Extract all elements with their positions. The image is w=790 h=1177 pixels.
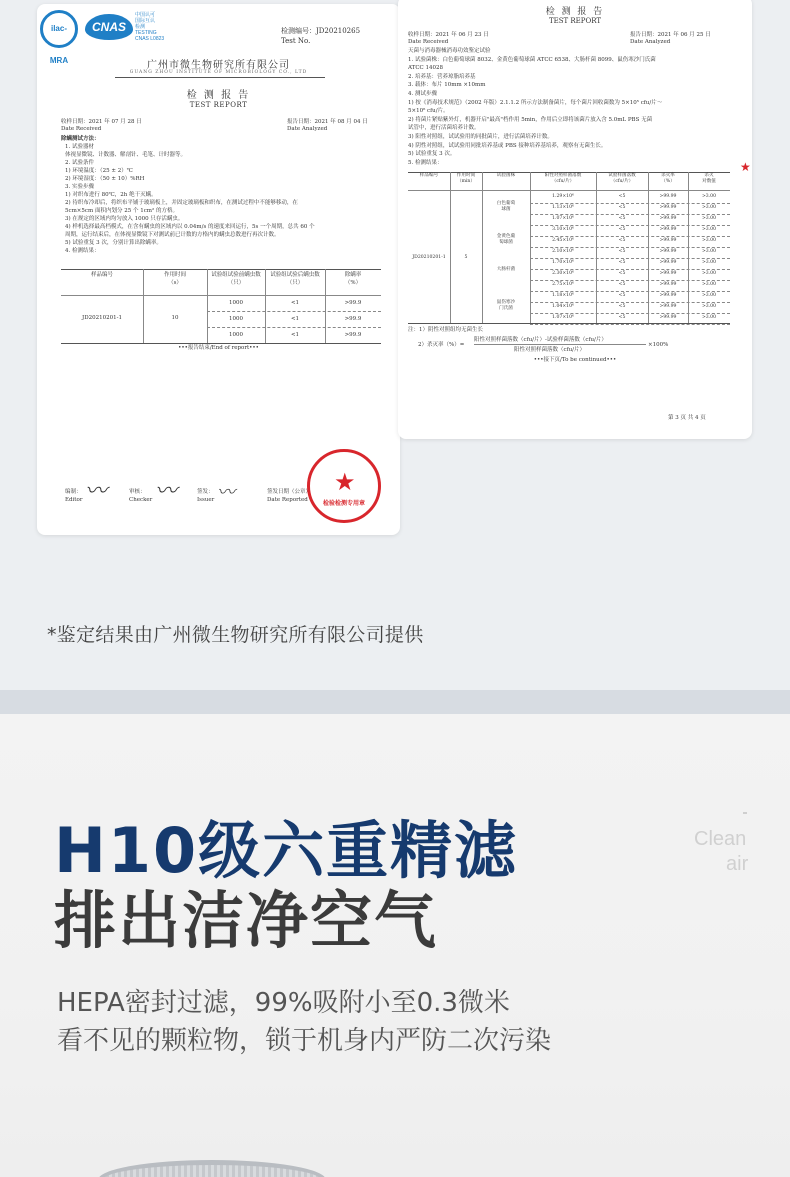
table-cell: >3.00 <box>701 282 717 287</box>
table-cell: >3.00 <box>701 271 717 276</box>
source-footnote: *鉴定结果由广州微生物研究所有限公司提供 <box>47 624 424 646</box>
section-divider <box>0 690 790 714</box>
table-cell: >3.00 <box>701 249 717 254</box>
date-reported-label: 签发日期（公章） <box>267 489 312 495</box>
method-line: 5cm×5cm 面积内划分 25 个 1cm² 的方格。 <box>65 208 178 214</box>
table-cell: >3.00 <box>701 304 717 309</box>
org-name-en: GUANG ZHOU INSTITUTE OF MICROBIOLOGY CO., LTD <box>129 70 308 75</box>
method-line: 周期，运行结束后，在体视显微镜下对测试前已计数的方格内的螨虫总数进行再次计数。 <box>65 232 280 238</box>
table-header: 杀灭率 （%） <box>661 173 675 184</box>
method-line: 3) 阳性对照组，试试验用的同批菌片，进行活菌培养计数。 <box>408 133 553 140</box>
method-line: 试管中，进行活菌培养计数。 <box>408 125 480 132</box>
table-cell: 1.13×10⁶ <box>552 205 574 210</box>
table-cell: <5 <box>618 260 626 265</box>
right-report-title: 检 测 报 告 <box>545 7 605 17</box>
table-cell: >99.99 <box>659 315 677 320</box>
right-analyzed-label: 报告日期： <box>630 32 658 38</box>
table-header: 杀灭 对数值 <box>702 173 716 184</box>
table-cell: 2.75×10⁶ <box>552 282 574 287</box>
table-header: 作用时间 （s） <box>163 272 186 286</box>
table-cell: >99.99 <box>659 249 677 254</box>
table-cell: 3.10×10⁶ <box>552 227 574 232</box>
table-cell: >3.00 <box>701 260 717 265</box>
method-line: ATCC 14028 <box>408 65 444 72</box>
table-cell: JD20210201-1 <box>412 255 446 260</box>
table-cell: >99.99 <box>659 205 677 210</box>
end-note: •••报告结束/End of report••• <box>178 345 259 351</box>
report-no-label: 检测编号： <box>281 27 316 35</box>
table-header: 样品编号 <box>90 272 113 278</box>
received-en: Date Received <box>61 126 102 132</box>
table-cell: >99.9 <box>344 332 362 338</box>
issuer-label: 签发： <box>197 489 214 495</box>
report-no: JD20210265 <box>316 27 361 35</box>
table-cell: >99.99 <box>659 271 677 276</box>
table-header: 样品编号 <box>419 173 439 178</box>
table-cell: 1000 <box>229 316 243 322</box>
table-cell: <5 <box>618 293 626 298</box>
right-continued: •••接下页/To be continued••• <box>533 357 617 363</box>
side-accent-dash <box>743 812 747 814</box>
table-cell: <5 <box>618 227 626 232</box>
test-no-label: Test No. <box>281 37 311 45</box>
method-line: 2) 将菌片紧贴紫外灯，机器开启"最高"档作用 5min，作用后立即将该菌片放入含 5.0mL PBS 无菌 <box>408 116 653 123</box>
table-cell: 2.30×10⁶ <box>552 271 574 276</box>
table-cell: >99.99 <box>659 260 677 265</box>
method-line: 4) 样机选择最高档模式，在含有螨虫的区域内以 0.04m/s 的速度来回运行，5s 一个周期，总共 60 个 <box>65 224 315 230</box>
table-cell: 1.70×10⁶ <box>552 260 574 265</box>
method-line: 2. 培养基：营养琼脂培养基 <box>408 73 476 80</box>
method-line: 1. 试验菌株：白色葡萄球菌 8032、金黄色葡萄球菌 ATCC 6538、大肠杆菌 8099、鼠伤寒沙门氏菌 <box>408 56 656 63</box>
table-header: 试验组试验后螨虫数 （只） <box>270 272 320 286</box>
right-report-title-en: TEST REPORT <box>548 17 602 25</box>
right-received-label: 收样日期： <box>408 32 436 38</box>
method-line: 1) 环境温度：（25 ± 2）℃ <box>65 168 133 174</box>
date-reported-en: Date Reported <box>267 497 308 503</box>
received-label: 收样日期： <box>61 119 89 125</box>
checker-label: 审核： <box>129 489 146 495</box>
table-cell: >99.99 <box>659 293 677 298</box>
issuer-en: Issuer <box>197 497 215 503</box>
table-cell: 1.18×10⁶ <box>552 293 574 298</box>
table-cell: 金黄色葡 萄球菌 <box>496 234 516 245</box>
method-line: 3. 载体：布片 10mm ×10mm <box>408 82 486 89</box>
table-cell: >99.99 <box>659 238 677 243</box>
table-cell: <1 <box>290 300 300 306</box>
star-icon: ★ <box>740 160 751 174</box>
table-cell: >99.9 <box>344 316 362 322</box>
feature-description-line1: HEPA密封过滤，99%吸附小至0.3微米 <box>57 988 510 1018</box>
method-line: 5) 试验重复 3 次。 <box>408 151 456 158</box>
table-cell: 1.04×10⁶ <box>552 304 574 309</box>
method-line: 天菌与消毒器械消毒功效鉴定试验 <box>408 48 491 54</box>
method-line: 体视显微镜、计数器、解剖针、毛笔、计时器等。 <box>65 152 187 158</box>
table-cell: <1 <box>290 316 300 322</box>
table-cell: JD20210201-1 <box>82 315 122 321</box>
table-cell: <5 <box>618 216 626 221</box>
checker-en: Checker <box>129 497 153 503</box>
table-cell: 1.29×10⁶ <box>552 194 574 199</box>
table-cell: <5 <box>618 205 626 210</box>
right-note1: 注：1）阴性对照组均无菌生长 <box>408 327 484 333</box>
issuer-signature: 〰 <box>217 482 235 503</box>
table-cell: >99.9 <box>344 300 362 306</box>
method-line: 5) 试验重复 3 次，分别计算出除螨率。 <box>65 240 162 246</box>
table-header: 试验组试验前螨虫数 （只） <box>211 272 261 286</box>
method-line: 2. 试验条件 <box>65 160 94 166</box>
right-method-lines <box>408 47 744 167</box>
table-header: 试验样菌落数 （cfu/片） <box>608 173 636 184</box>
table-cell: <5 <box>618 271 626 276</box>
analyzed-en: Date Analyzed <box>287 126 328 132</box>
table-cell: <5 <box>618 304 626 309</box>
method-line: 1. 试验器材 <box>65 144 94 150</box>
org-name: 广州市微生物研究所有限公司 <box>147 60 290 71</box>
right-analyzed-date: 2021 年 06 月 25 日 <box>657 32 711 38</box>
table-cell: >99.99 <box>659 194 677 199</box>
table-cell: >99.99 <box>659 282 677 287</box>
table-cell: 1000 <box>229 332 243 338</box>
table-cell: 2.45×10⁶ <box>552 238 574 243</box>
method-line: 5. 检测结果： <box>408 159 443 166</box>
method-lines <box>65 143 385 255</box>
table-cell: >3.00 <box>701 194 717 199</box>
method-line: 4) 阴性对照组，试试验用同批培养基或 PBS 接种培养基培养，观察有无菌生长。 <box>408 142 607 149</box>
right-note2-den: 阳性对照样菌落数（cfu/片） <box>514 347 586 353</box>
method-title: 除螨测试方法： <box>61 136 100 142</box>
table-cell: <1 <box>290 332 300 338</box>
received-date: 2021 年 07 月 28 日 <box>88 119 142 125</box>
right-test-report <box>398 0 752 439</box>
left-test-report <box>37 4 400 535</box>
table-header: 作用时间 （min） <box>456 173 476 184</box>
editor-label: 编制： <box>65 489 82 495</box>
table-cell: 鼠伤寒沙 门氏菌 <box>496 300 516 311</box>
editor-en: Editor <box>65 497 83 503</box>
report-title: 检 测 报 告 <box>186 90 251 101</box>
table-cell: 2.10×10⁶ <box>552 249 574 254</box>
table-cell: 大肠杆菌 <box>496 267 516 272</box>
right-page-number: 第 3 页 共 4 页 <box>668 415 706 421</box>
table-cell: 白色葡萄 球菌 <box>496 201 516 212</box>
method-line: 3. 实验步骤 <box>65 184 94 190</box>
analyzed-date: 2021 年 08 月 04 日 <box>314 119 368 125</box>
method-line: 1) 对织布进行 80℃，2h 绝干灭螨。 <box>65 192 157 198</box>
table-cell: >3.00 <box>701 238 717 243</box>
table-header: 阳性对照样菌落数 （cfu/片） <box>544 173 582 184</box>
side-label-clean: Clean <box>694 828 747 850</box>
table-cell: <5 <box>618 315 626 320</box>
feature-description-line2: 看不见的颗粒物，锁于机身内严防二次污染 <box>57 1026 552 1056</box>
side-label-air: air <box>726 853 749 875</box>
headline-secondary: 排出洁净空气 <box>54 884 439 957</box>
method-line: 2) 待织布冷却后，将织布平铺于玻璃板上，并固定玻璃板和织布，在测试过程中不能够移动，在 <box>65 200 298 206</box>
table-cell: >99.99 <box>659 216 677 221</box>
method-line: 4. 检测结果： <box>65 248 100 254</box>
analyzed-label: 报告日期： <box>287 119 315 125</box>
table-cell: 1.07×10⁶ <box>552 216 574 221</box>
method-line: 1) 按《消毒技术规范》（2002 年版）2.1.1.2 所示方法制备菌片，每个菌片回收菌数为 5×10⁵ cfu/片～ <box>408 99 663 106</box>
star-icon: ★ <box>334 468 356 496</box>
right-note2-num: 阳性对照样菌落数（cfu/片）-试验样菌落数（cfu/片） <box>474 337 607 343</box>
right-received-en: Date Received <box>408 39 449 45</box>
method-line: 4. 测试步骤 <box>408 90 437 97</box>
table-cell: 1.07×10⁶ <box>552 315 574 320</box>
table-header: 试验菌株 <box>496 173 516 178</box>
right-analyzed-en: Date Analyzed <box>630 39 671 45</box>
method-line: 3) 在规定的区域内均匀放入 1000 只存活螨虫。 <box>65 216 184 222</box>
report-title-en: TEST REPORT <box>189 101 248 109</box>
method-line: 2) 环境湿度：（50 ± 10）%RH <box>65 176 145 182</box>
table-cell: <5 <box>618 194 626 199</box>
table-cell: >3.00 <box>701 315 717 320</box>
headline-primary: H10级六重精滤 <box>54 814 519 887</box>
table-cell: >99.99 <box>659 304 677 309</box>
partial-seal-stamp <box>740 130 760 210</box>
table-cell: >3.00 <box>701 293 717 298</box>
table-cell: <5 <box>618 249 626 254</box>
table-cell: >99.99 <box>659 227 677 232</box>
right-received-date: 2021 年 06 月 23 日 <box>435 32 489 38</box>
table-cell: >3.00 <box>701 227 717 232</box>
editor-signature: 〰 <box>85 479 108 504</box>
table-cell: 5 <box>464 255 468 260</box>
cnas-logo: CNAS <box>85 14 133 40</box>
ilac-mra-logo: ilac-MRA <box>40 10 78 48</box>
table-cell: 1000 <box>229 300 243 306</box>
method-line: 5×10⁶ cfu/片。 <box>408 108 449 115</box>
stamp-text: 检验检测专用章 <box>322 500 365 507</box>
table-cell: >3.00 <box>701 205 717 210</box>
right-note2-tail: ×100% <box>648 342 669 348</box>
cnas-logo-text: 中国认可 国际互认 检测 TESTING CNAS L0823 <box>135 12 165 42</box>
official-seal-stamp <box>307 449 381 523</box>
checker-signature: 〰 <box>155 479 178 504</box>
table-header: 除螨率 （%） <box>344 272 362 286</box>
table-cell: 10 <box>171 315 179 321</box>
table-cell: >3.00 <box>701 216 717 221</box>
table-cell: <5 <box>618 282 626 287</box>
right-note2-label: 2）杀灭率（%）= <box>418 342 465 348</box>
table-cell: <5 <box>618 238 626 243</box>
